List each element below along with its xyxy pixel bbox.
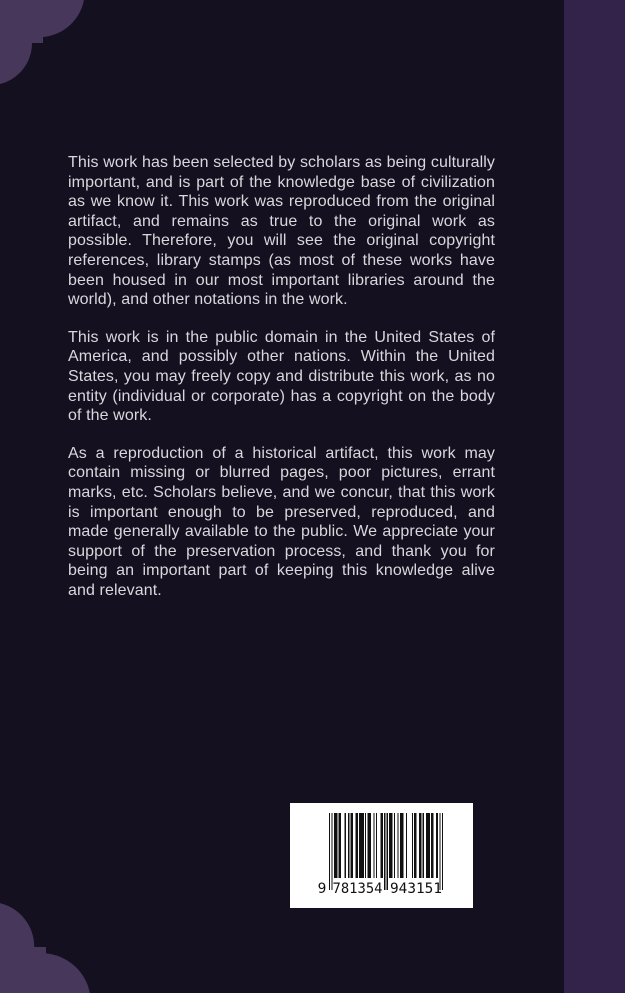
paragraph-public-domain: This work is in the public domain in the United States of America, and possibly other nations. Within the United States, you may freely copy and distribute this work, as no entity (individual or corporate) has a copyright on the body of the work. (68, 328, 495, 425)
svg-text:943151: 943151 (390, 881, 442, 897)
paragraph-scholar-selection: This work has been selected by scholars as being culturally important, and is part of the knowledge base of civilization as we know it. This work was reproduced from the original artifact, and remains as true to the original work as possible. Therefore, you will see the original copyright references, library stamps (as most of these works have been housed in our most important libraries around the world), and other notations in the work. (68, 154, 495, 309)
paragraph-reproduction-note: As a reproduction of a historical artifact, this work may contain missing or blurred pages, poor pictures, errant marks, etc. Scholars believe, and we concur, that this work is important enough to be preserved, reproduced, and made generally available to the public. We appreciate your support of the preservation process, and thank you for being an important part of keeping this knowledge alive and relevant. (68, 444, 495, 599)
description-text-block (68, 153, 495, 618)
corner-scallop-decoration-icon (0, 886, 107, 993)
svg-text:9: 9 (317, 881, 327, 897)
right-edge-band (564, 0, 625, 993)
svg-text:781354: 781354 (332, 881, 383, 897)
barcode-panel (290, 803, 473, 908)
corner-scallop-decoration-icon (0, 0, 100, 100)
ean13-barcode (290, 803, 473, 908)
